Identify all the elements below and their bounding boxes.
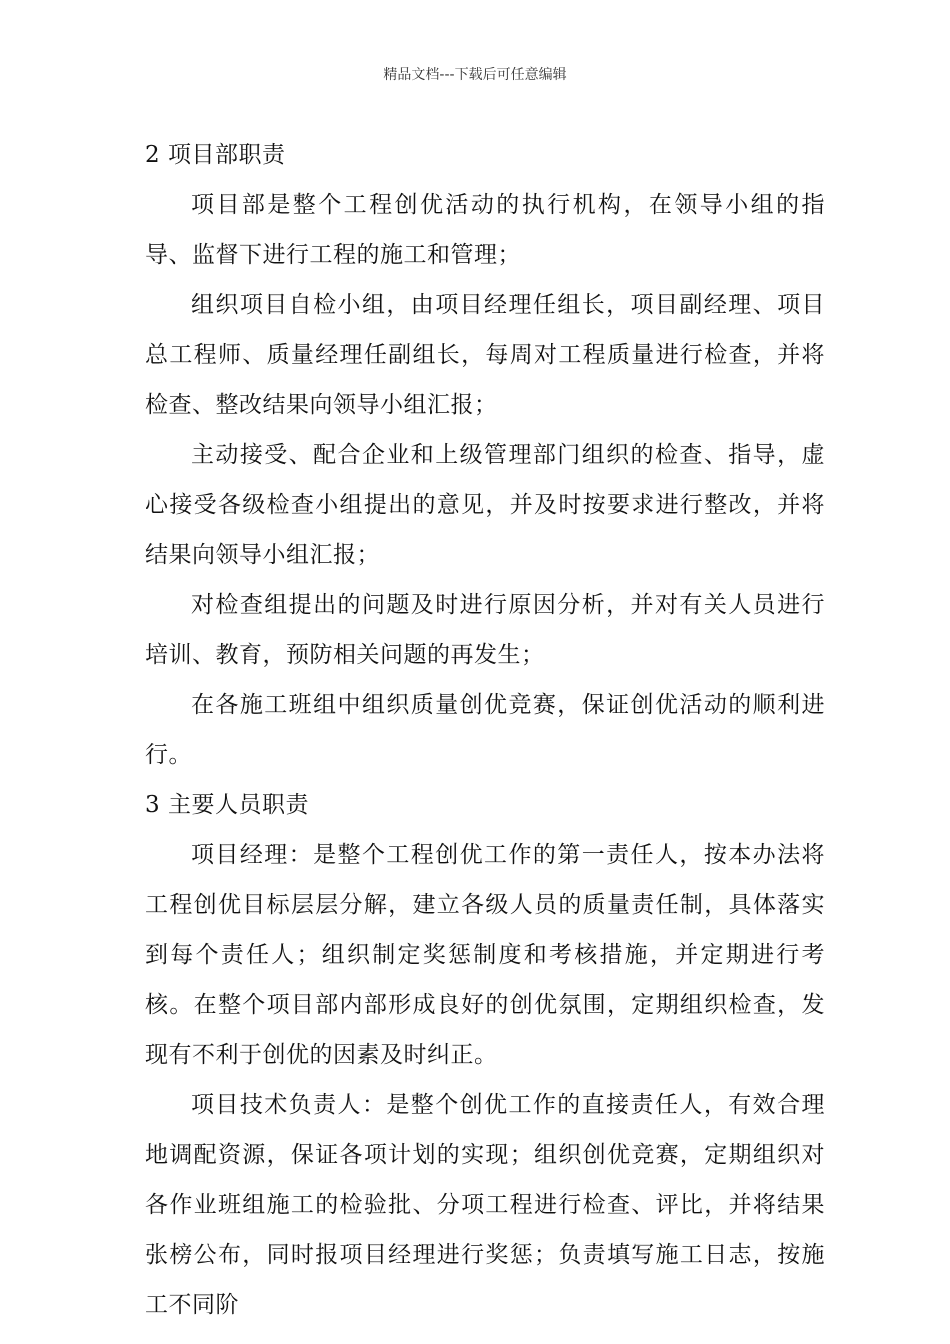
paragraph: 组织项目自检小组，由项目经理任组长，项目副经理、项目总工程师、质量经理任副组长，每周对工程质量进行检查，并将检查、整改结果向领导小组汇报；: [145, 292, 825, 418]
paragraph: 对检查组提出的问题及时进行原因分析，并对有关人员进行培训、教育，预防相关问题的再发生；: [145, 592, 825, 668]
paragraph: 主动接受、配合企业和上级管理部门组织的检查、指导，虚心接受各级检查小组提出的意见，并及时按要求进行整改，并将结果向领导小组汇报；: [145, 442, 825, 568]
paragraph: 在各施工班组中组织质量创优竞赛，保证创优活动的顺利进行。: [145, 692, 825, 768]
section-heading: 3 主要人员职责: [145, 792, 309, 818]
paragraph: 项目经理：是整个工程创优工作的第一责任人，按本办法将工程创优目标层层分解，建立各级人员的质量责任制，具体落实到每个责任人；组织制定奖惩制度和考核措施，并定期进行考核。在整个项目部内部形成良好的创优氛围，定期组织检查，发现有不利于创优的因素及时纠正。: [145, 842, 825, 1068]
page-header: 精品文档---下载后可任意编辑: [383, 67, 567, 83]
document-body: [145, 130, 825, 1330]
section-project-department-duties: [145, 130, 825, 780]
paragraph: 项目部是整个工程创优活动的执行机构，在领导小组的指导、监督下进行工程的施工和管理；: [145, 192, 825, 268]
paragraph: 项目技术负责人：是整个创优工作的直接责任人，有效合理地调配资源，保证各项计划的实现；组织创优竞赛，定期组织对各作业班组施工的检验批、分项工程进行检查、评比，并将结果张榜公布，同时报项目经理进行奖惩；负责填写施工日志，按施工不同阶: [145, 1092, 825, 1318]
section-heading: 2 项目部职责: [145, 142, 286, 168]
section-key-personnel-duties: [145, 780, 825, 1330]
